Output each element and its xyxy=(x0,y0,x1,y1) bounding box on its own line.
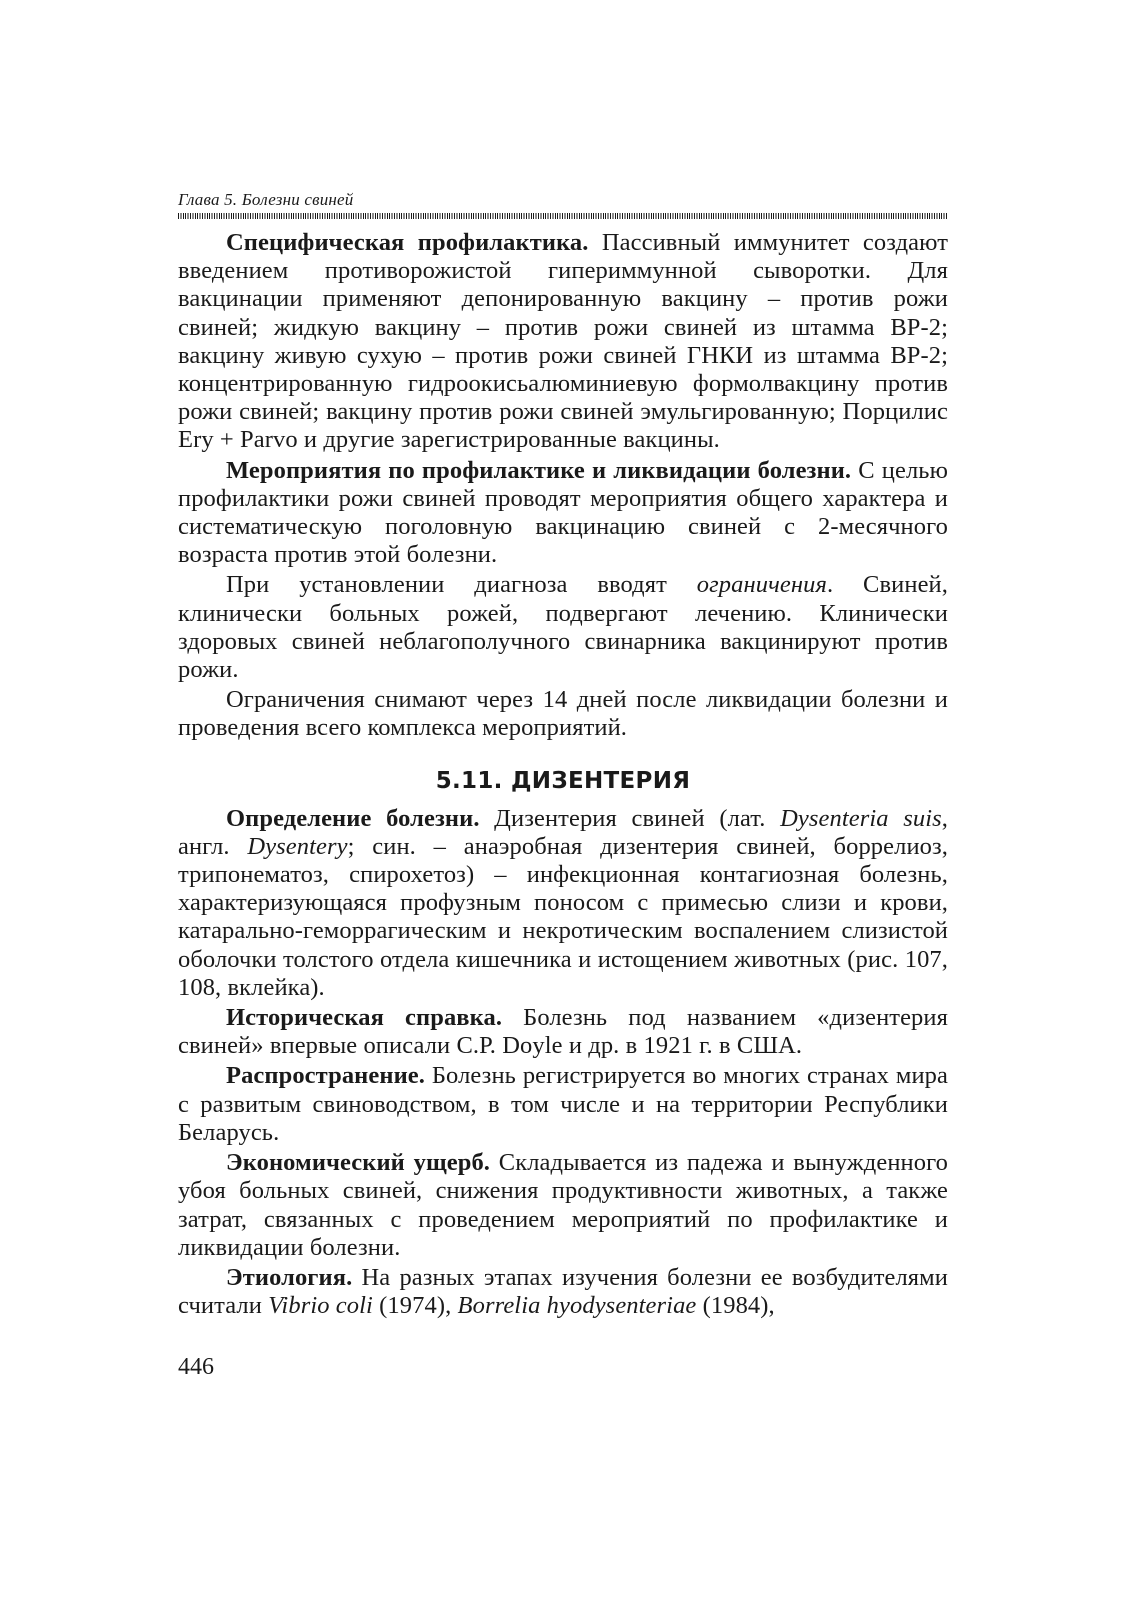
english-name: Dysentery xyxy=(247,832,348,860)
paragraph-lead: Распространение. xyxy=(226,1062,425,1090)
paragraph-lead: Экономический ущерб. xyxy=(226,1149,491,1177)
paragraph-text: (1984), xyxy=(696,1292,775,1320)
paragraph-text: (1974), xyxy=(372,1292,458,1320)
paragraph-economic-damage xyxy=(178,1149,948,1262)
paragraph-text: Складывается из падежа и вынужденного убоя больных свиней, снижения продуктивности животных, а также затрат, связанных с проведением мероприятий по профилактике и ликвидации болезни. xyxy=(178,1149,948,1261)
paragraph-etiology xyxy=(178,1264,948,1320)
paragraph-lead: Мероприятия по профилактике и ликвидации болезни. xyxy=(226,456,852,484)
paragraph-text: Болезнь под названием «дизентерия свиней» впервые описали С.Р. Doyle и др. в 1921 г. в США. xyxy=(178,1004,948,1060)
paragraph-diagnosis-restrictions xyxy=(178,571,948,684)
paragraph-specific-prophylaxis xyxy=(178,229,948,455)
paragraph-text: Болезнь регистрируется во многих странах мира с развитым свиноводством, в том числе и на территории Республики Беларусь. xyxy=(178,1062,948,1146)
paragraph-history xyxy=(178,1004,948,1060)
paragraph-lead: Этиология. xyxy=(226,1263,353,1291)
pathogen-name: Vibrio coli xyxy=(268,1292,373,1320)
paragraph-text: ; син. – анаэробная дизентерия свиней, боррелиоз, трипонематоз, спирохетоз) – инфекционная контагиозная болезнь, характеризующаяся профузным поносом с примесью слизи и крови, катарально-геморрагическим и некротическим воспалением слизистой оболочки толстого отдела кишечника и истощением животных (рис. 107, 108, вклейка). xyxy=(178,832,949,1001)
paragraph-text: При установлении диагноза вводят xyxy=(226,571,697,599)
latin-name: Dysenteria suis xyxy=(780,804,942,832)
body-text xyxy=(178,229,948,1320)
section-heading: 5.11. ДИЗЕНТЕРИЯ xyxy=(435,767,691,794)
paragraph-text: С целью профилактики рожи свиней проводят мероприятия общего характера и систематическую поголовную вакцинацию свиней с 2-месячного возраста против этой болезни. xyxy=(178,456,948,569)
paragraph-prevention-measures xyxy=(178,457,948,570)
paragraph-lead: Специфическая профилактика. xyxy=(226,229,589,256)
book-page xyxy=(178,190,948,1320)
page-number: 446 xyxy=(178,1354,214,1380)
header-rule xyxy=(178,213,948,219)
paragraph-definition xyxy=(178,805,948,1002)
paragraph-text: Пассивный иммунитет создают введением противорожистой гипериммунной сыворотки. Для вакцинации применяют депонированную вакцину – против рожи свиней; жидкую вакцину – против рожи свиней из штамма ВР-2; вакцину живую сухую – против рожи свиней ГНКИ из штамма ВР-2; концентрированную гидроокисьалюминиевую формолвакцину против рожи свиней; вакцину против рожи свиней эмульгированную; Порцилис Ery + Parvo и другие зарегистрированные вакцины. xyxy=(178,229,948,454)
paragraph-text: Дизентерия свиней (лат. xyxy=(479,804,781,832)
pathogen-name: Borrelia hyodysenteriae xyxy=(457,1292,697,1320)
paragraph-italic: ограничения xyxy=(696,571,827,599)
paragraph-text: . Свиней, клинически больных рожей, подвергают лечению. Клинически здоровых свиней неблагополучного свинарника вакцинируют против рожи. xyxy=(178,571,948,684)
running-head: Глава 5. Болезни свиней xyxy=(178,190,354,209)
paragraph-lead: Определение болезни. xyxy=(226,804,480,832)
paragraph-restrictions-lifted xyxy=(178,686,948,742)
paragraph-text: Ограничения снимают через 14 дней после ликвидации болезни и проведения всего комплекса мероприятий. xyxy=(178,686,948,742)
paragraph-text: , англ. xyxy=(178,804,948,860)
paragraph-text: На разных этапах изучения болезни ее возбудителями считали xyxy=(178,1263,948,1320)
paragraph-distribution xyxy=(178,1062,948,1147)
paragraph-lead: Историческая справка. xyxy=(226,1004,503,1032)
